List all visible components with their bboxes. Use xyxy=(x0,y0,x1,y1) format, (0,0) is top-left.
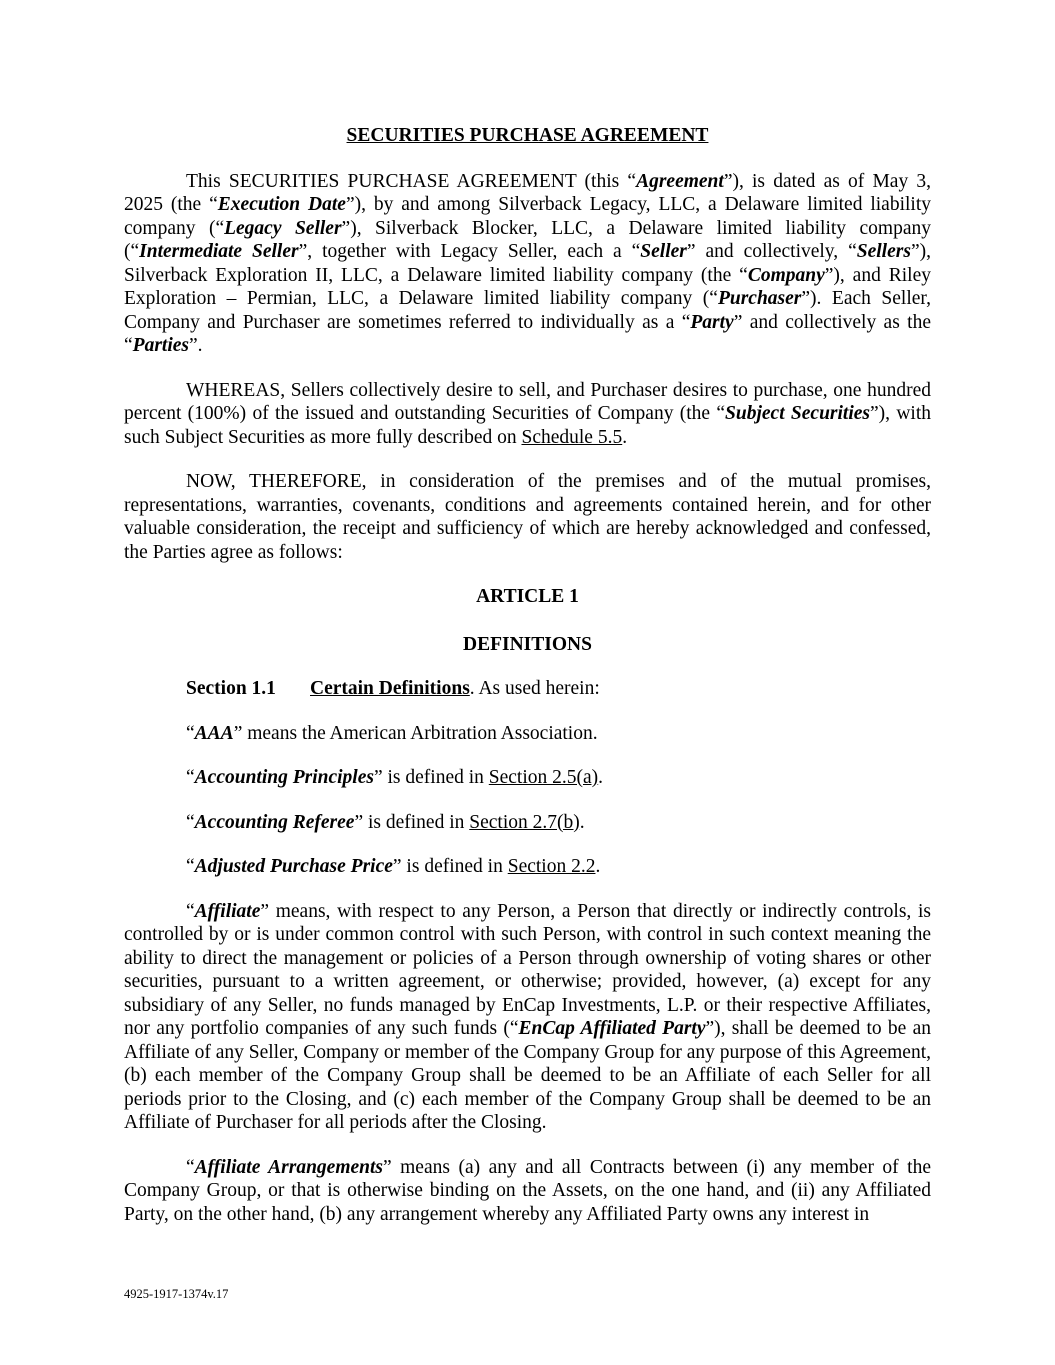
term-intermediate-seller: Intermediate Seller xyxy=(139,241,299,262)
term-seller: Seller xyxy=(640,241,687,262)
defined-term: Affiliate Arrangements xyxy=(194,1156,383,1178)
defined-term: Accounting Referee xyxy=(194,811,355,833)
now-therefore-paragraph: NOW, THEREFORE, in consideration of the premises and of the mutual promises, representations, warranties, covenants, conditions and agreements contained herein, and for other valuable consideration, the receipt and sufficiency of which are hereby acknowledged and confessed, the Parties agree as follows: xyxy=(124,471,931,563)
term-agreement: Agreement xyxy=(636,170,724,192)
defined-term: Accounting Principles xyxy=(194,767,374,788)
article-heading: DEFINITIONS xyxy=(463,633,592,655)
definition-affiliate-arrangements: “Affiliate Arrangements” means (a) any and all Contracts between (i) any member of the Company Group, or that is otherwise binding on the Assets, on the one hand, and (ii) any Affiliated Party, on the other hand, (b) any arrangement whereby any Affiliated Party owns any interest in xyxy=(124,1156,931,1225)
defined-term-encap: EnCap Affiliated Party xyxy=(518,1018,706,1039)
term-subject-securities: Subject Securities xyxy=(725,403,870,424)
defined-term: AAA xyxy=(194,722,234,744)
term-legacy-seller: Legacy Seller xyxy=(224,217,342,239)
term-parties: Parties xyxy=(132,335,189,356)
defined-term: Adjusted Purchase Price xyxy=(194,856,393,877)
definition-accounting-referee: “Accounting Referee” is defined in Section 2.7(b). xyxy=(186,811,585,833)
schedule-reference: Schedule 5.5 xyxy=(521,426,623,448)
section-reference: Section 2.2 xyxy=(507,856,596,877)
section-heading: Section 1.1 Certain Definitions. As used herein: xyxy=(186,678,600,699)
term-sellers: Sellers xyxy=(856,241,911,262)
intro-paragraph: This SECURITIES PURCHASE AGREEMENT (this “Agreement”), is dated as of May 3, 2025 (the “Execution Date”), by and among Silverback Legacy, LLC, a Delaware limited liability company (“Legacy Seller”), Silverback Blocker, LLC, a Delaware limited liability company (“Intermediate Seller”, together with Legacy Seller, each a “Seller” and collectively, “Sellers”), Silverback Exploration II, LLC, a Delaware limited liability company (the “Company”), and Riley Exploration – Permian, LLC, a Delaware limited liability company (“Purchaser”). Each Seller, Company and Purchaser are sometimes referred to individually as a “Party” and collectively as the “Parties”. xyxy=(124,170,932,356)
article-number: ARTICLE 1 xyxy=(476,586,579,607)
definition-affiliate: “Affiliate” means, with respect to any Person, a Person that directly or indirectly controls, is controlled by or is under common control with such Person, with control in such context meaning the ability to direct the management or policies of a Person through ownership of voting shares or other securities, pursuant to a written agreement, or otherwise; provided, however, (a) except for any subsidiary of any Seller, no funds managed by EnCap Investments, L.P. or their respective Affiliates, nor any portfolio companies of any such funds (“EnCap Affiliated Party”), shall be deemed to be an Affiliate of any Seller, Company or member of the Company Group for any purpose of this Agreement, (b) each member of the Company Group shall be deemed to be an Affiliate of each Seller for all periods prior to the Closing, and (c) each member of the Company Group shall be deemed to be an Affiliate of Purchaser for all periods after the Closing. xyxy=(124,900,931,1133)
section-reference: Section 2.7(b) xyxy=(469,811,580,833)
term-purchaser: Purchaser xyxy=(717,288,802,309)
definition-adjusted-purchase-price: “Adjusted Purchase Price” is defined in Section 2.2. xyxy=(186,856,601,877)
section-reference: Section 2.5(a) xyxy=(488,767,599,788)
section-number: Section 1.1 xyxy=(186,678,276,699)
term-execution-date: Execution Date xyxy=(217,194,346,215)
definition-aaa: “AAA” means the American Arbitration Association. xyxy=(186,722,598,744)
whereas-paragraph: WHEREAS, Sellers collectively desire to sell, and Purchaser desires to purchase, one hundred percent (100%) of the issued and outstanding Securities of Company (the “Subject Securities”), with such Subject Securities as more fully described on Schedule 5.5. xyxy=(124,379,931,448)
definition-accounting-principles: “Accounting Principles” is defined in Section 2.5(a). xyxy=(186,767,604,788)
document-title: SECURITIES PURCHASE AGREEMENT xyxy=(346,125,709,146)
section-title: Certain Definitions xyxy=(310,678,470,699)
term-company: Company xyxy=(747,264,825,286)
document-page xyxy=(124,124,931,1247)
term-party: Party xyxy=(690,311,734,333)
defined-term: Affiliate xyxy=(194,900,261,922)
document-id-footer: 4925-1917-1374v.17 xyxy=(124,1287,229,1301)
